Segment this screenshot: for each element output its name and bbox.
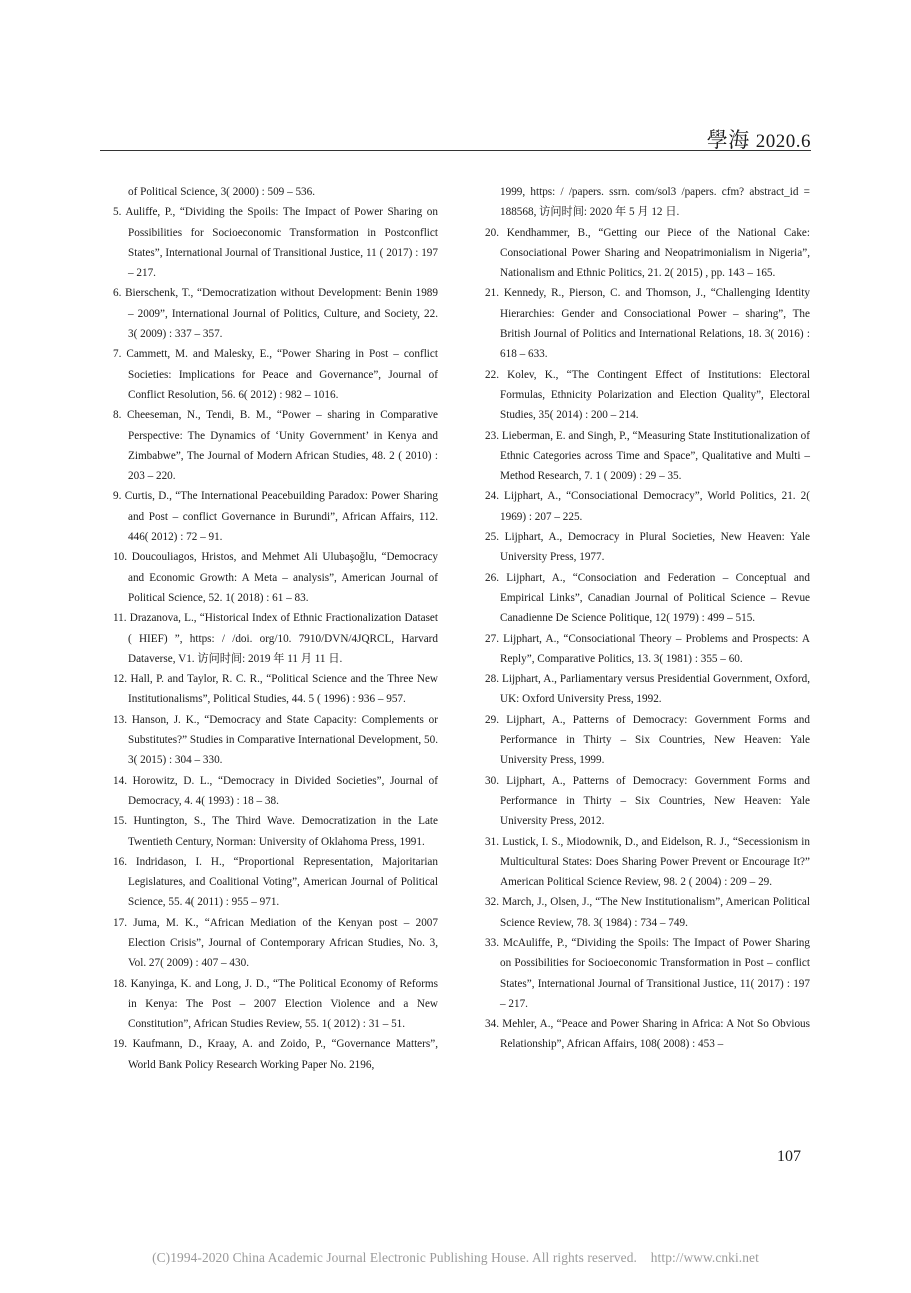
reference-item: of Political Science, 3( 2000) : 509 – 536. <box>128 186 316 198</box>
journal-name: 學海 <box>706 128 750 152</box>
reference-item: 30. Lijphart, A., Patterns of Democracy: Government Forms and Performance in Thirty – Six Countries, New Heaven: Yale University Press, 2012. <box>485 774 810 828</box>
reference-item: 16. Indridason, I. H., “Proportional Representation, Majoritarian Legislatures, and Coalitional Voting”, American Journal of Political Science, 55. 4( 2011) : 955 – 971. <box>113 855 438 909</box>
reference-item: 20. Kendhammer, B., “Getting our Piece of the National Cake: Consociational Power Sharing and Neopatrimonialism in Nigeria”, Nationalism and Ethnic Politics, 21. 2( 2015) , pp. 143 – 165. <box>485 226 810 280</box>
reference-item: 10. Doucouliagos, Hristos, and Mehmet Ali Ulubaşoğlu, “Democracy and Economic Growth: A Meta – analysis”, American Journal of Political Science, 52. 1( 2018) : 61 – 83. <box>113 551 438 604</box>
reference-item: 25. Lijphart, A., Democracy in Plural Societies, New Heaven: Yale University Press, 1977. <box>485 531 810 564</box>
page-number: 107 <box>777 1148 801 1165</box>
reference-item: 6. Bierschenk, T., “Democratization without Development: Benin 1989 – 2009”, International Journal of Politics, Culture, and Society, 22. 3( 2009) : 337 – 357. <box>113 287 438 341</box>
reference-item: 12. Hall, P. and Taylor, R. C. R., “Political Science and the Three New Institutionalisms”, Political Studies, 44. 5 ( 1996) : 936 – 957. <box>113 673 438 706</box>
reference-item: 1999, https: / /papers. ssrn. com/sol3 /papers. cfm? abstract_id = 188568, 访问时间: 2020 年 5 月 12 日. <box>500 186 810 219</box>
reference-item: 15. Huntington, S., The Third Wave. Democratization in the Late Twentieth Century, Norman: University of Oklahoma Press, 1991. <box>113 815 438 848</box>
reference-item: 22. Kolev, K., “The Contingent Effect of Institutions: Electoral Formulas, Ethnicity Polarization and Election Quality”, Electoral Studies, 35( 2014) : 200 – 214. <box>485 368 810 422</box>
references-left-column <box>108 182 438 1075</box>
reference-item: 5. Auliffe, P., “Dividing the Spoils: The Impact of Power Sharing on Possibilities for Socioeconomic Transformation in Postconflict States”, International Journal of Transitional Justice, 11 ( 2017) : 197 – 217. <box>113 206 438 280</box>
reference-item: 19. Kaufmann, D., Kraay, A. and Zoido, P., “Governance Matters”, World Bank Policy Research Working Paper No. 2196, <box>113 1038 438 1071</box>
reference-item: 26. Lijphart, A., “Consociation and Federation – Conceptual and Empirical Links”, Canadian Journal of Political Science – Revue Canadienne De Science Politique, 12( 1979) : 499 – 515. <box>485 571 810 625</box>
references-right-column <box>480 182 810 1055</box>
header-divider <box>100 150 811 151</box>
reference-item: 23. Lieberman, E. and Singh, P., “Measuring State Institutionalization of Ethnic Categories across Time and Space”, Qualitative and Multi – Method Research, 7. 1 ( 2009) : 29 – 35. <box>485 429 810 483</box>
reference-item: 13. Hanson, J. K., “Democracy and State Capacity: Complements or Substitutes?” Studies in Comparative International Development, 50. 3( 2015) : 304 – 330. <box>113 713 438 767</box>
reference-item: 27. Lijphart, A., “Consociational Theory – Problems and Prospects: A Reply”, Comparative Politics, 13. 3( 1981) : 355 – 60. <box>485 632 810 665</box>
reference-item: 9. Curtis, D., “The International Peacebuilding Paradox: Power Sharing and Post – conflict Governance in Burundi”, African Affairs, 112. 446( 2012) : 72 – 91. <box>113 490 438 544</box>
reference-item: 34. Mehler, A., “Peace and Power Sharing in Africa: A Not So Obvious Relationship”, African Affairs, 108( 2008) : 453 – <box>485 1018 810 1051</box>
reference-item: 11. Drazanova, L., “Historical Index of Ethnic Fractionalization Dataset ( HIEF) ”, https: / /doi. org/10. 7910/DVN/4JQRCL, Harvard Dataverse, V1. 访问时间: 2019 年 11 月 11 日. <box>113 612 438 665</box>
reference-item: 28. Lijphart, A., Parliamentary versus Presidential Government, Oxford, UK: Oxford University Press, 1992. <box>485 673 810 706</box>
journal-issue: 2020.6 <box>755 131 811 152</box>
reference-item: 29. Lijphart, A., Patterns of Democracy: Government Forms and Performance in Thirty – Six Countries, New Heaven: Yale University Press, 1999. <box>485 713 810 767</box>
reference-item: 8. Cheeseman, N., Tendi, B. M., “Power – sharing in Comparative Perspective: The Dynamics of ‘Unity Government’ in Kenya and Zimbabwe”, The Journal of Modern African Studies, 48. 2 ( 2010) : 203 – 220. <box>113 409 438 483</box>
reference-item: 17. Juma, M. K., “African Mediation of the Kenyan post – 2007 Election Crisis”, Journal of Contemporary African Studies, No. 3, Vol. 27( 2009) : 407 – 430. <box>113 916 438 970</box>
copyright-notice: (C)1994-2020 China Academic Journal Electronic Publishing House. All rights reserved. http://www.cnki.net <box>152 1250 759 1265</box>
reference-item: 18. Kanyinga, K. and Long, J. D., “The Political Economy of Reforms in Kenya: The Post – 2007 Election Violence and a New Constitution”, African Studies Review, 55. 1( 2012) : 31 – 51. <box>113 977 438 1031</box>
reference-item: 31. Lustick, I. S., Miodownik, D., and Eidelson, R. J., “Secessionism in Multicultural States: Does Sharing Power Prevent or Encourage It?” American Political Science Review, 98. 2 ( 2004) : 209 – 29. <box>485 835 810 889</box>
reference-item: 7. Cammett, M. and Malesky, E., “Power Sharing in Post – conflict Societies: Implications for Peace and Governance”, Journal of Conflict Resolution, 56. 6( 2012) : 982 – 1016. <box>113 348 438 401</box>
reference-item: 33. McAuliffe, P., “Dividing the Spoils: The Impact of Power Sharing on Possibilities for Socioeconomic Transformation in Post – conflict States”, International Journal of Transitional Justice, 11( 2017) : 197 – 217. <box>485 936 810 1010</box>
reference-item: 24. Lijphart, A., “Consociational Democracy”, World Politics, 21. 2( 1969) : 207 – 225. <box>485 490 810 523</box>
reference-item: 14. Horowitz, D. L., “Democracy in Divided Societies”, Journal of Democracy, 4. 4( 1993) : 18 – 38. <box>113 774 438 807</box>
reference-item: 32. March, J., Olsen, J., “The New Institutionalism”, American Political Science Review, 78. 3( 1984) : 734 – 749. <box>485 896 810 929</box>
reference-item: 21. Kennedy, R., Pierson, C. and Thomson, J., “Challenging Identity Hierarchies: Gender and Consociational Power – sharing”, The British Journal of Politics and International Relations, 18. 3( 2016) : 618 – 633. <box>485 287 810 361</box>
